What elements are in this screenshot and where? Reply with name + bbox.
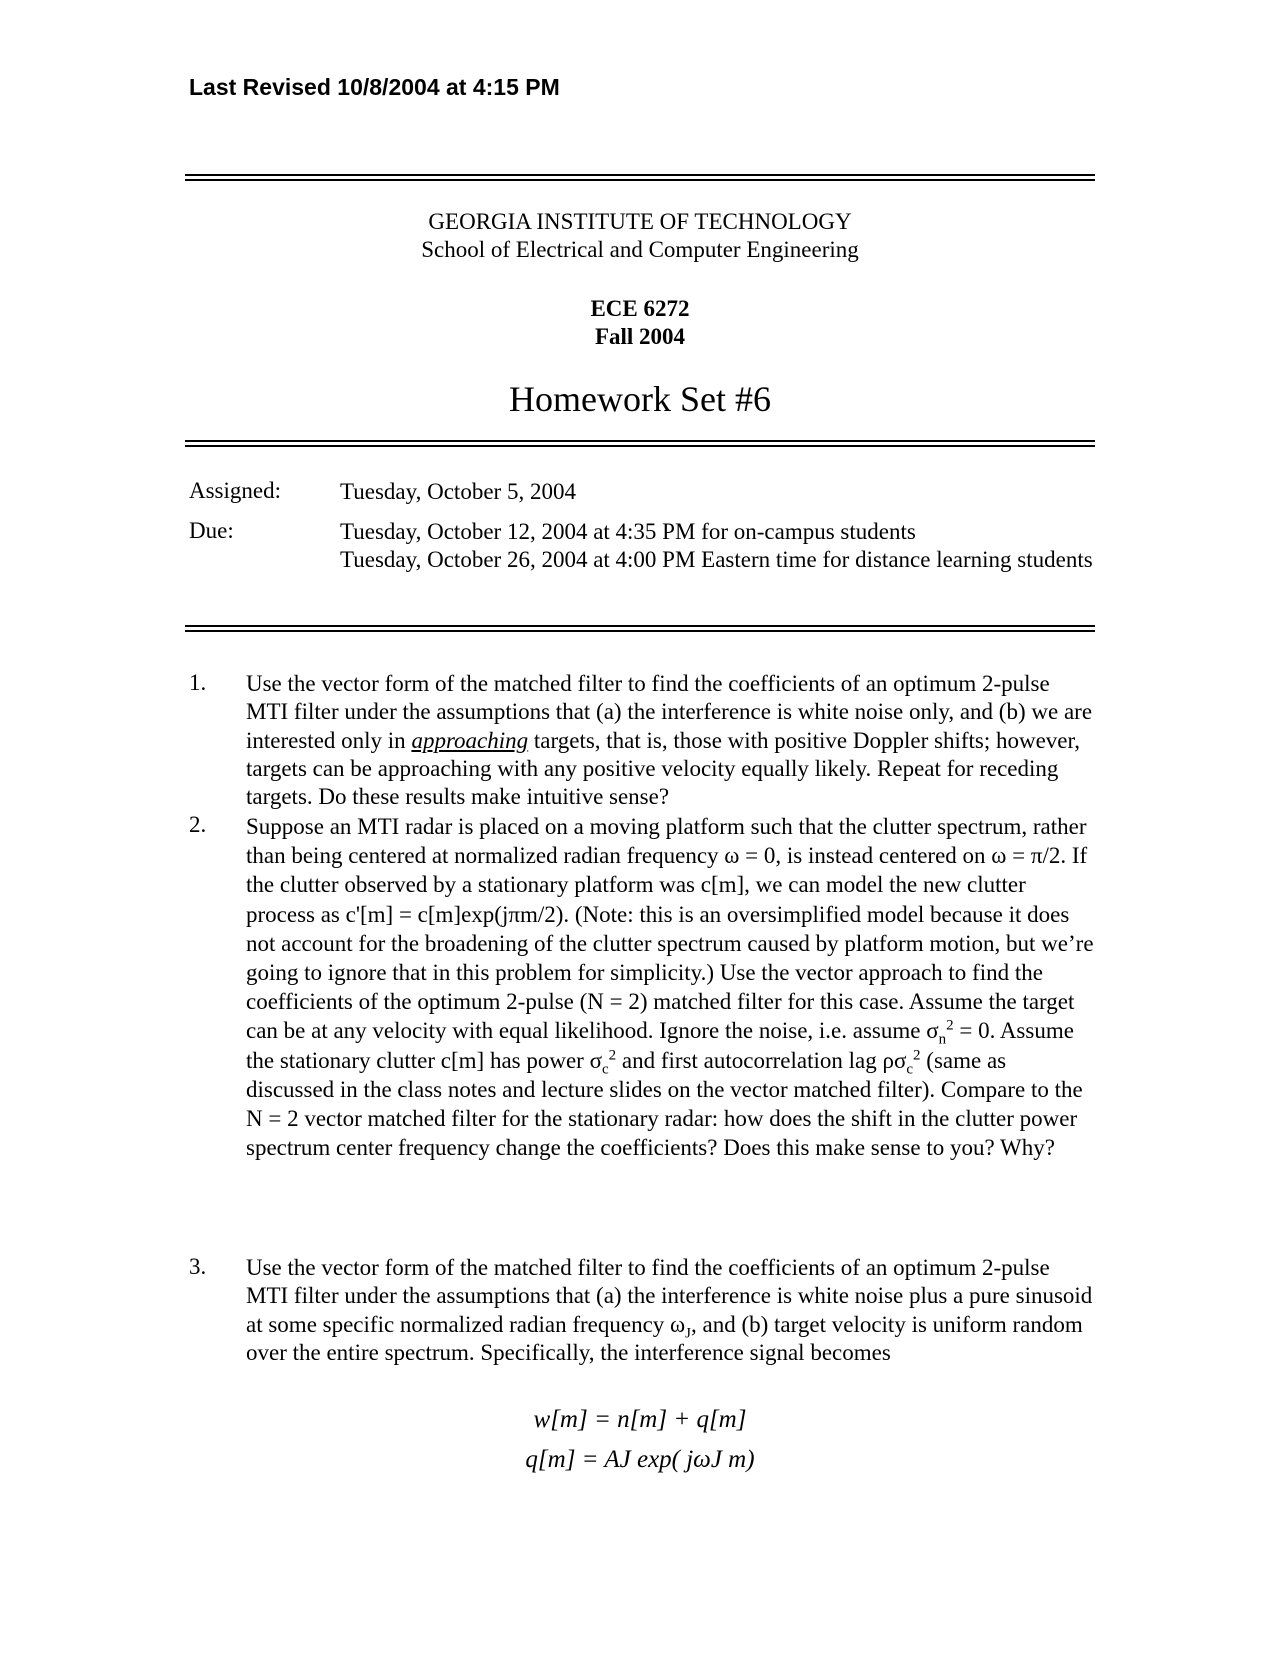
problem-2-part4: (same as discussed in the class notes and lecture slides on the vector matched filter). Compare to the N = 2 vector matched filter for the stationary radar: how does the shift in the clutter power spectrum center frequency change the coefficients? Does this make sense to you? Why?: [246, 1047, 1083, 1161]
sigma-n-sub: n: [938, 1032, 947, 1049]
course-code: ECE 6272: [590, 296, 690, 321]
due-oncampus: Tuesday, October 12, 2004 at 4:35 PM for on-campus students: [340, 519, 916, 544]
course-term: Fall 2004: [594, 324, 686, 349]
assigned-date: Tuesday, October 5, 2004: [340, 479, 576, 504]
problem-3-number: 3.: [189, 1254, 207, 1279]
last-revised: Last Revised 10/8/2004 at 4:15 PM: [189, 74, 560, 100]
title-rule: [185, 440, 1095, 447]
problem-3-part2: , and (b) target velocity is uniform random over the entire spectrum. Specifically, the interference signal becomes: [246, 1311, 1083, 1365]
sigma-n-sup: 2: [946, 1017, 954, 1034]
rho-sigma-c-sup: 2: [913, 1046, 921, 1063]
top-rule: [185, 174, 1095, 181]
dates-rule: [185, 625, 1095, 632]
problem-1-part1: Use the vector form of the matched filter to find the coefficients of an optimum 2-pulse MTI filter under the assumptions that (a) the interference is white noise only, and (b) we are interested only in: [246, 671, 1093, 753]
equation-w: w[m] = n[m] + q[m]: [533, 1406, 747, 1433]
equation-q: q[m] = AJ exp( jωJ m): [525, 1446, 755, 1473]
problem-2-text: [246, 812, 1096, 1162]
problem-2-number: 2.: [189, 812, 207, 837]
problem-1-emphasis: approaching: [411, 727, 529, 753]
omega-j-sub: J: [685, 1325, 692, 1342]
due-dates: [340, 518, 1100, 574]
school-name: School of Electrical and Computer Engineering: [421, 237, 859, 262]
problem-2-part1: Suppose an MTI radar is placed on a moving platform such that the clutter spectrum, rather than being centered at normalized radian frequency ω = 0, is instead centered on ω = π/2. If the clutter observed by a stationary platform was c[m], we can model the new clutter process as c'[m] = c[m]exp(jπm/2). (Note: this is an oversimplified model because it does not account for the broadening of the clutter spectrum caused by platform motion, but we’re going to ignore that in this problem for simplicity.) Use the vector approach to find the coefficients of the optimum 2-pulse (N = 2) matched filter for this case. Assume the target can be at any velocity with equal likelihood. Ignore the noise, i.e. assume σ: [246, 814, 1094, 1044]
problem-1-number: 1.: [189, 670, 207, 695]
assigned-label: Assigned:: [189, 478, 281, 503]
institution-block: [185, 208, 1095, 264]
due-distance: Tuesday, October 26, 2004 at 4:00 PM Eastern time for distance learning students: [340, 547, 1093, 572]
due-label: Due:: [189, 518, 234, 543]
problem-3-part1: Use the vector form of the matched filter to find the coefficients of an optimum 2-pulse MTI filter under the assumptions that (a) the interference is white noise plus a pure sinusoid at some specific normalized radian frequency ω: [246, 1255, 1093, 1337]
rho-sigma-c-sub: c: [906, 1061, 914, 1078]
problem-3-text: [246, 1254, 1096, 1367]
institution-name: GEORGIA INSTITUTE OF TECHNOLOGY: [428, 209, 852, 234]
page-title: Homework Set #6: [509, 379, 771, 419]
sigma-c-sup: 2: [608, 1046, 617, 1063]
problem-2-part3: and first autocorrelation lag ρσ: [616, 1047, 907, 1073]
sigma-c-sub: c: [602, 1061, 609, 1078]
course-block: [185, 295, 1095, 351]
problem-1-part2: targets, that is, those with positive Doppler shifts; however, targets can be approaching with any positive velocity equally likely. Repeat for receding targets. Do these results make intuitive sense?: [246, 727, 1080, 810]
problem-2-part2: = 0. Assume the stationary clutter c[m] has power σ: [246, 1018, 1074, 1073]
problem-1-text: [246, 670, 1096, 811]
